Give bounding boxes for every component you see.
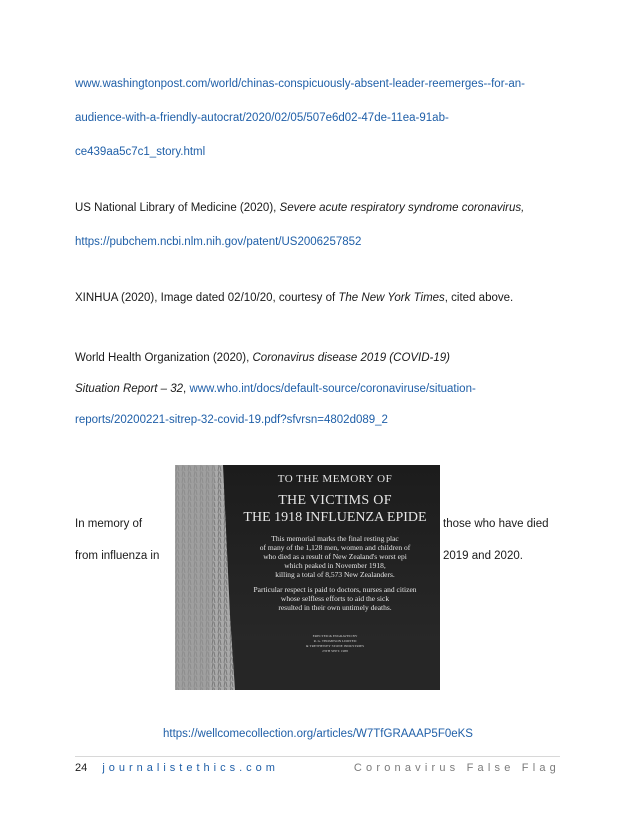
- plaque-title-1: THE VICTIMS OF: [278, 493, 392, 508]
- plaque-body-7: whose selfless efforts to aid the sick: [280, 594, 390, 603]
- memorial-left-line-2: from influenza in: [75, 550, 160, 562]
- plaque-title-2: THE 1918 INFLUENZA EPIDE: [243, 510, 427, 525]
- footer-left: [75, 762, 279, 774]
- nlm-link[interactable]: https://pubchem.ncbi.nlm.nih.gov/patent/US2006257852: [75, 236, 362, 248]
- plaque-body-4: which peaked in November 1918,: [284, 561, 386, 570]
- xinhua-suffix: , cited above.: [444, 292, 514, 304]
- plaque-footer-1: ERECTED & ENGRAVED BY: [312, 634, 358, 638]
- plaque-body-8: resulted in their own untimely deaths.: [278, 603, 392, 612]
- nlm-citation-prefix: US National Library of Medicine (2020),: [75, 202, 280, 214]
- nlm-citation-title: Severe acute respiratory syndrome coronavirus,: [279, 202, 525, 214]
- footer-site: journalistethics.com: [102, 762, 279, 774]
- who-report-title: Situation Report – 32: [75, 383, 184, 395]
- memorial-right-line-1: those who have died: [443, 518, 549, 530]
- footer-divider: [75, 756, 560, 757]
- who-citation-line-2: [75, 382, 476, 396]
- plaque-footer-2: R. G. THOMPSON LIMITED: [313, 639, 357, 643]
- plaque-footer-3: & TRETHEWEY STONE INDUSTRIES: [305, 644, 365, 648]
- plaque-heading: TO THE MEMORY OF: [277, 473, 393, 485]
- wapo-link-line-1[interactable]: www.washingtonpost.com/world/chinas-conspicuously-absent-leader-reemerges--for-an-: [75, 78, 525, 90]
- who-link-line-2[interactable]: reports/20200221-sitrep-32-covid-19.pdf?sfvrsn=4802d089_2: [75, 414, 388, 426]
- memorial-right-line-2: 2019 and 2020.: [443, 550, 523, 562]
- who-link-line-1[interactable]: www.who.int/docs/default-source/coronaviruse/situation-: [189, 383, 476, 395]
- who-prefix: World Health Organization (2020),: [75, 352, 253, 364]
- wapo-link-line-3[interactable]: ce439aa5c7c1_story.html: [75, 146, 206, 158]
- who-separator: ,: [183, 383, 190, 395]
- memorial-left-line-1: In memory of: [75, 518, 143, 530]
- page-number: 24: [75, 762, 88, 774]
- xinhua-prefix: XINHUA (2020), Image dated 02/10/20, courtesy of: [75, 292, 339, 304]
- plaque-body-2: of many of the 1,128 men, women and children of: [259, 543, 411, 552]
- wellcome-link[interactable]: https://wellcomecollection.org/articles/W7TfGRAAAP5F0eKS: [163, 728, 473, 740]
- who-title: Coronavirus disease 2019 (COVID-19): [252, 352, 451, 364]
- nlm-citation: [75, 201, 524, 215]
- plaque-footer-4: 23TH SEPT. 1988: [322, 649, 348, 653]
- memorial-photo: [175, 465, 440, 690]
- plaque-body-6: Particular respect is paid to doctors, nurses and citizen: [253, 585, 417, 594]
- who-citation: [75, 351, 450, 365]
- plaque-body-3: who died as a result of New Zealand's worst epi: [263, 552, 407, 561]
- plaque-body-1: This memorial marks the final resting plac: [271, 534, 399, 543]
- footer-book-title: Coronavirus False Flag: [353, 762, 560, 774]
- xinhua-title: The New York Times: [338, 292, 445, 304]
- xinhua-citation: [75, 291, 513, 305]
- plaque-body-5: killing a total of 8,573 New Zealanders.: [275, 570, 395, 579]
- wapo-link-line-2[interactable]: audience-with-a-friendly-autocrat/2020/02/05/507e6d02-47de-11ea-91ab-: [75, 112, 449, 124]
